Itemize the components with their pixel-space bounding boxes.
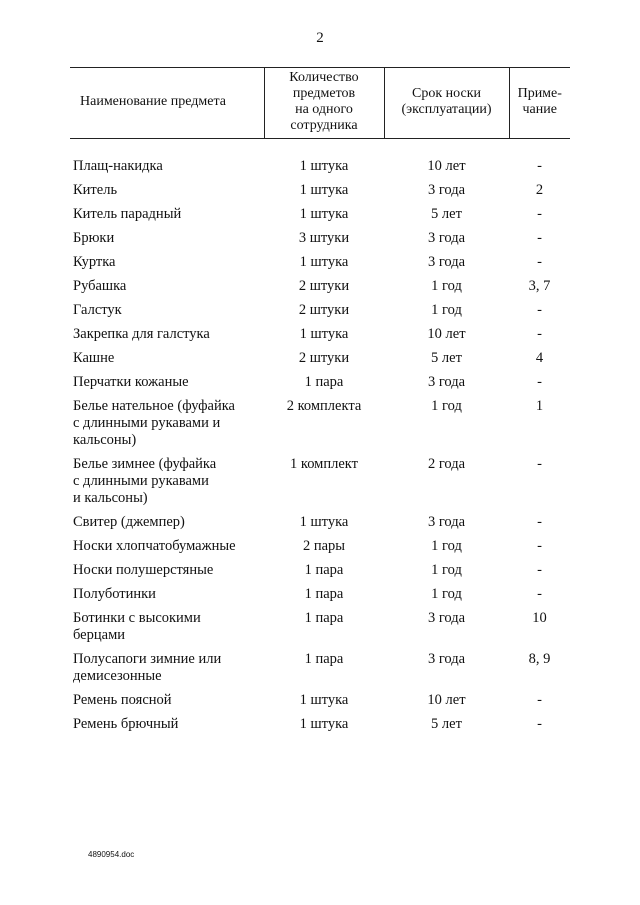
cell-note: 10	[532, 610, 547, 626]
cell-item-name-line: берцами	[73, 627, 126, 643]
cell-wear-term: 10 лет	[427, 326, 466, 342]
cell-item-name: Китель	[73, 182, 118, 198]
cell-quantity: 1 пара	[304, 651, 344, 667]
header-quantity-line: Количество	[289, 70, 359, 85]
cell-item-name-line: Белье нательное (фуфайка	[73, 398, 235, 414]
header-quantity-line: сотрудника	[290, 118, 358, 133]
cell-item-name: Брюки	[73, 230, 115, 246]
cell-item-name: Китель парадный	[73, 206, 182, 222]
table-row	[70, 374, 570, 398]
cell-item-name: Куртка	[73, 254, 116, 270]
cell-wear-term: 3 года	[427, 182, 466, 198]
cell-quantity: 1 штука	[299, 326, 349, 342]
cell-item-name: Носки полушерстяные	[73, 562, 214, 578]
header-item-name	[70, 68, 264, 139]
table-row	[70, 651, 570, 692]
header-wear-term	[384, 68, 509, 139]
table-row	[70, 610, 570, 651]
cell-note: 1	[535, 398, 544, 414]
cell-note: -	[537, 302, 542, 318]
cell-note: 3, 7	[528, 278, 551, 294]
cell-note: -	[537, 254, 542, 270]
header-quantity-line: на одного	[295, 102, 353, 117]
cell-wear-term: 5 лет	[431, 206, 462, 222]
cell-quantity: 2 пары	[302, 538, 346, 554]
cell-quantity: 1 штука	[299, 206, 349, 222]
table-row	[70, 158, 570, 182]
cell-quantity: 1 пара	[304, 586, 344, 602]
header-quantity-line: предметов	[292, 86, 356, 101]
table-row	[70, 716, 570, 740]
cell-item-name-line: с длинными рукавами	[73, 473, 209, 489]
cell-wear-term: 10 лет	[427, 692, 466, 708]
cell-quantity: 1 штука	[299, 254, 349, 270]
cell-quantity: 2 штуки	[298, 302, 350, 318]
header-note-line: Приме-	[517, 86, 562, 101]
cell-note: -	[537, 230, 542, 246]
table-row	[70, 302, 570, 326]
cell-quantity: 2 комплекта	[286, 398, 362, 414]
cell-quantity: 1 пара	[304, 610, 344, 626]
cell-item-name-line: кальсоны)	[73, 432, 137, 448]
cell-quantity: 2 штуки	[298, 278, 350, 294]
cell-item-name: Перчатки кожаные	[73, 374, 189, 390]
cell-item-name-line: с длинными рукавами и	[73, 415, 221, 431]
cell-item-name-line: Ботинки с высокими	[73, 610, 201, 626]
cell-quantity: 1 штука	[299, 514, 349, 530]
table-row	[70, 692, 570, 716]
table-header-row	[70, 68, 570, 139]
cell-wear-term: 1 год	[431, 278, 462, 294]
cell-item-name-line: демисезонные	[73, 668, 162, 684]
cell-wear-term: 3 года	[427, 651, 466, 667]
cell-item-name: Рубашка	[73, 278, 127, 294]
cell-quantity: 2 штуки	[298, 350, 350, 366]
cell-note: -	[537, 562, 542, 578]
cell-note: -	[537, 326, 542, 342]
cell-note: 2	[535, 182, 544, 198]
cell-item-name-line: и кальсоны)	[73, 490, 148, 506]
table-row	[70, 254, 570, 278]
header-term-line: (эксплуатации)	[401, 102, 492, 117]
cell-quantity: 1 штука	[299, 158, 349, 174]
table-row	[70, 182, 570, 206]
cell-wear-term: 1 год	[431, 562, 462, 578]
cell-item-name: Полуботинки	[73, 586, 156, 602]
uniform-items-table	[70, 67, 570, 740]
cell-wear-term: 3 года	[427, 514, 466, 530]
table-row	[70, 206, 570, 230]
table-row	[70, 230, 570, 254]
cell-quantity: 1 штука	[299, 692, 349, 708]
table-row	[70, 562, 570, 586]
cell-note: 8, 9	[528, 651, 551, 667]
cell-item-name	[70, 398, 264, 456]
cell-quantity: 1 штука	[299, 716, 349, 732]
header-term-line: Срок носки	[412, 86, 481, 101]
cell-wear-term: 3 года	[427, 374, 466, 390]
cell-item-name: Галстук	[73, 302, 122, 318]
table-row	[70, 586, 570, 610]
table-body	[70, 139, 570, 741]
cell-note: -	[537, 374, 542, 390]
page-number: 2	[316, 30, 324, 46]
cell-wear-term: 10 лет	[427, 158, 466, 174]
cell-item-name: Ремень поясной	[73, 692, 172, 708]
cell-note: -	[537, 514, 542, 530]
cell-item-name-line: Полусапоги зимние или	[73, 651, 222, 667]
cell-wear-term: 3 года	[427, 254, 466, 270]
cell-wear-term: 5 лет	[431, 716, 462, 732]
cell-item-name	[70, 456, 264, 514]
cell-note: -	[537, 158, 542, 174]
table-row	[70, 456, 570, 514]
cell-note: -	[537, 206, 542, 222]
cell-quantity: 1 пара	[304, 562, 344, 578]
table-row	[70, 514, 570, 538]
table-row	[70, 538, 570, 562]
cell-item-name: Носки хлопчатобумажные	[73, 538, 236, 554]
header-note	[509, 68, 570, 139]
cell-item-name: Закрепка для галстука	[73, 326, 210, 342]
cell-quantity: 3 штуки	[298, 230, 350, 246]
table-spacer-row	[70, 139, 570, 159]
cell-quantity: 1 штука	[299, 182, 349, 198]
cell-note: 4	[535, 350, 544, 366]
cell-item-name	[70, 651, 264, 692]
table-row	[70, 350, 570, 374]
cell-note: -	[537, 692, 542, 708]
table-row	[70, 398, 570, 456]
header-quantity	[264, 68, 384, 139]
document-filename: 4890954.doc	[88, 850, 135, 859]
cell-item-name: Ремень брючный	[73, 716, 179, 732]
header-note-line: чание	[522, 102, 557, 117]
header-item-name-text: Наименование предмета	[80, 94, 226, 109]
cell-wear-term: 3 года	[427, 230, 466, 246]
cell-wear-term: 1 год	[431, 538, 462, 554]
table-row	[70, 326, 570, 350]
cell-item-name: Кашне	[73, 350, 115, 366]
cell-wear-term: 5 лет	[431, 350, 462, 366]
cell-wear-term: 1 год	[431, 586, 462, 602]
cell-item-name: Плащ-накидка	[73, 158, 163, 174]
cell-quantity: 1 пара	[304, 374, 344, 390]
cell-item-name	[70, 610, 264, 651]
cell-wear-term: 1 год	[431, 398, 462, 414]
cell-quantity: 1 комплект	[290, 456, 358, 472]
cell-note: -	[537, 716, 542, 732]
cell-note: -	[537, 586, 542, 602]
cell-wear-term: 1 год	[431, 302, 462, 318]
table-row	[70, 278, 570, 302]
cell-item-name: Свитер (джемпер)	[73, 514, 185, 530]
cell-wear-term: 3 года	[427, 610, 466, 626]
cell-item-name-line: Белье зимнее (фуфайка	[73, 456, 217, 472]
cell-note: -	[537, 456, 542, 472]
cell-wear-term: 2 года	[427, 456, 466, 472]
cell-note: -	[537, 538, 542, 554]
